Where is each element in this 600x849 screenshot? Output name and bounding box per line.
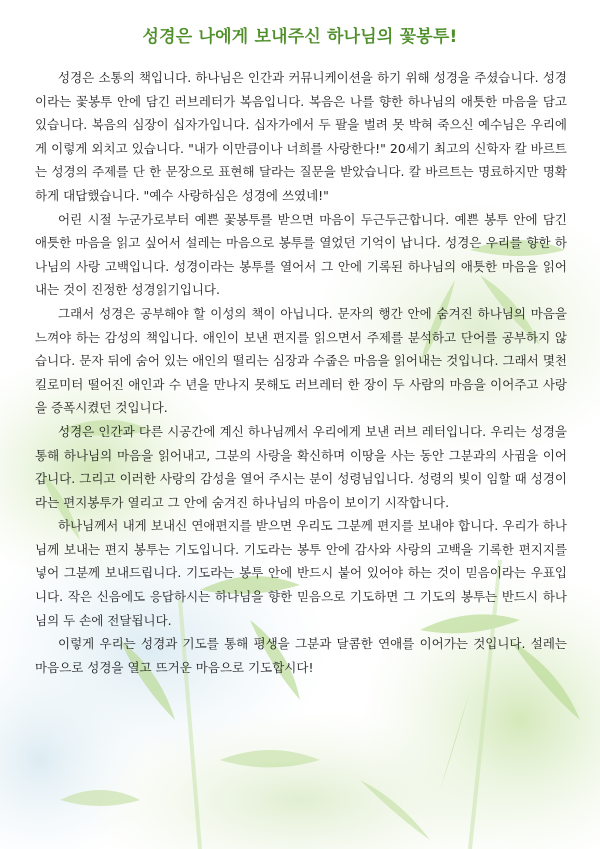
paragraph: 그래서 성경은 공부해야 할 이성의 책이 아닙니다. 문자의 행간 안에 숨겨진 하나님의 마음을 느껴야 하는 감성의 책입니다. 애인이 보낸 편지를 읽으면서 주제를 분석하고 단어를 공부하지 않습니다. 문자 뒤에 숨어 있는 애인의 떨리는 심장과 수줍은 마음을 읽어내는 것입니다. 그래서 몇천 킬로미터 떨어진 애인과 수 년을 만나지 못해도 러브레터 한 장이 두 사람의 마음을 이어주고 사랑을 증폭시켰던 것입니다. — [35, 305, 567, 416]
paragraph: 하나님께서 내게 보내신 연애편지를 받으면 우리도 그분께 편지를 보내야 합니다. 우리가 하나님께 보내는 편지 봉투는 기도입니다. 기도라는 봉투 안에 감사와 사랑의 고백을 기록한 편지지를 넣어 그분께 보내드립니다. 기도라는 봉투 안에 반드시 붙어 있어야 하는 것이 믿음이라는 우표입니다. 작은 신음에도 응답하시는 하나님을 향한 믿음으로 기도하면 그 기도의 봉투는 반드시 하나님의 두 손에 전달됩니다. — [35, 518, 567, 628]
body-text — [35, 66, 567, 679]
paragraph: 성경은 인간과 다른 시공간에 계신 하나님께서 우리에게 보낸 러브 레터입니다. 우리는 성경을 통해 하나님의 마음을 읽어내고, 그분의 사랑을 확신하며 이땅을 사는 동안 그분과의 사귐을 이어갑니다. 그리고 이러한 사랑의 감성을 열어 주시는 분이 성령님입니다. 성령의 빛이 임할 때 성경이라는 편지봉투가 열리고 그 안에 숨겨진 하나님의 마음이 보이기 시작합니다. — [35, 423, 567, 510]
document-title: 성경은 나에게 보내주신 하나님의 꽃봉투! — [142, 27, 458, 47]
paragraph: 성경은 소통의 책입니다. 하나님은 인간과 커뮤니케이션을 하기 위해 성경을 주셨습니다. 성경이라는 꽃봉투 안에 담긴 러브레터가 복음입니다. 복음은 나를 향한 하나님의 애틋한 마음을 담고 있습니다. 복음의 심장이 십자가입니다. 십자가에서 두 팔을 벌려 못 박혀 죽으신 예수님은 우리에게 이렇게 외치고 있습니다. "내가 이만큼이나 너희를 사랑한다!" 20세기 최고의 신학자 칼 바르트는 성경의 주제를 단 한 문장으로 표현해 달라는 질문을 받았습니다. 칼 바르트는 명료하지만 명확하게 대답했습니다. "예수 사랑하심은 성경에 쓰였네!" — [35, 70, 567, 203]
paragraph: 이렇게 우리는 성경과 기도를 통해 평생을 그분과 달콤한 연애를 이어가는 것입니다. 설레는 마음으로 성경을 열고 뜨거운 마음으로 기도합시다! — [35, 636, 567, 675]
paragraph: 어린 시절 누군가로부터 예쁜 꽃봉투를 받으면 마음이 두근두근합니다. 예쁜 봉투 안에 담긴 애틋한 마음을 읽고 싶어서 설레는 마음으로 봉투를 열었던 기억이 납니다. 성경은 우리를 향한 하나님의 사랑 고백입니다. 성경이라는 봉투를 열어서 그 안에 기록된 하나님의 애틋한 마음을 읽어내는 것이 진정한 성경읽기입니다. — [35, 211, 567, 298]
